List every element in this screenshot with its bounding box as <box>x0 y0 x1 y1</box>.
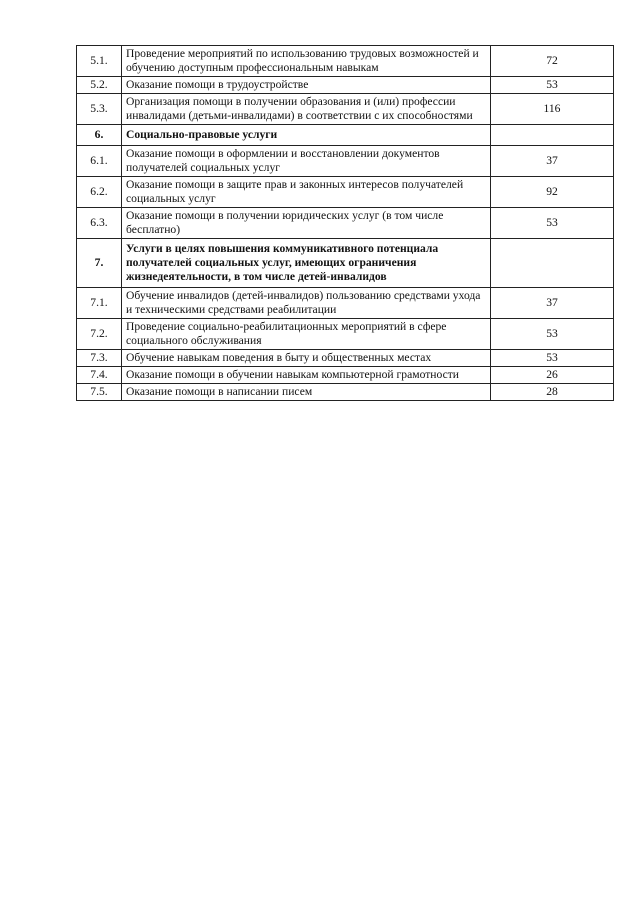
service-description-cell: Оказание помощи в получении юридических услуг (в том числе бесплатно) <box>122 208 491 239</box>
row-number-cell: 7.4. <box>77 367 122 384</box>
service-count-cell: 53 <box>491 208 614 239</box>
service-description-cell: Организация помощи в получении образования и (или) профессии инвалидами (детьми-инвалидами) в соответствии с их способностями <box>122 94 491 125</box>
service-row <box>77 319 614 350</box>
row-number-cell: 7.1. <box>77 288 122 319</box>
service-count-cell <box>491 125 614 146</box>
service-count-cell: 53 <box>491 350 614 367</box>
service-row <box>77 177 614 208</box>
service-count-cell: 72 <box>491 46 614 77</box>
service-description-cell: Проведение мероприятий по использованию трудовых возможностей и обучению доступным профессиональным навыкам <box>122 46 491 77</box>
service-row <box>77 94 614 125</box>
row-number-cell: 6.2. <box>77 177 122 208</box>
service-count-cell: 92 <box>491 177 614 208</box>
row-number-cell: 5.1. <box>77 46 122 77</box>
service-description-cell: Оказание помощи в написании писем <box>122 384 491 401</box>
section-title-cell: Социально-правовые услуги <box>122 125 491 146</box>
service-description-cell: Оказание помощи в обучении навыкам компьютерной грамотности <box>122 367 491 384</box>
row-number-cell: 7.3. <box>77 350 122 367</box>
service-row <box>77 350 614 367</box>
section-title-cell: Услуги в целях повышения коммуникативного потенциала получателей социальных услуг, имеющих ограничения жизнедеятельности, в том числе детей-инвалидов <box>122 239 491 288</box>
service-count-cell: 37 <box>491 146 614 177</box>
services-table-body <box>77 46 614 401</box>
service-count-cell: 28 <box>491 384 614 401</box>
row-number-cell: 5.2. <box>77 77 122 94</box>
row-number-cell: 5.3. <box>77 94 122 125</box>
service-row <box>77 77 614 94</box>
service-description-cell: Оказание помощи в защите прав и законных интересов получателей социальных услуг <box>122 177 491 208</box>
row-number-cell: 6. <box>77 125 122 146</box>
service-row <box>77 208 614 239</box>
row-number-cell: 7. <box>77 239 122 288</box>
row-number-cell: 7.2. <box>77 319 122 350</box>
section-header-row <box>77 125 614 146</box>
row-number-cell: 6.3. <box>77 208 122 239</box>
row-number-cell: 7.5. <box>77 384 122 401</box>
service-description-cell: Оказание помощи в оформлении и восстановлении документов получателей социальных услуг <box>122 146 491 177</box>
service-row <box>77 288 614 319</box>
service-description-cell: Обучение инвалидов (детей-инвалидов) пользованию средствами ухода и техническими средствами реабилитации <box>122 288 491 319</box>
service-row <box>77 384 614 401</box>
service-count-cell: 53 <box>491 319 614 350</box>
service-count-cell <box>491 239 614 288</box>
section-header-row <box>77 239 614 288</box>
service-description-cell: Оказание помощи в трудоустройстве <box>122 77 491 94</box>
row-number-cell: 6.1. <box>77 146 122 177</box>
service-count-cell: 116 <box>491 94 614 125</box>
services-table <box>76 45 614 401</box>
service-row <box>77 367 614 384</box>
service-description-cell: Проведение социально-реабилитационных мероприятий в сфере социального обслуживания <box>122 319 491 350</box>
service-count-cell: 37 <box>491 288 614 319</box>
service-row <box>77 146 614 177</box>
service-count-cell: 26 <box>491 367 614 384</box>
service-description-cell: Обучение навыкам поведения в быту и общественных местах <box>122 350 491 367</box>
service-count-cell: 53 <box>491 77 614 94</box>
service-row <box>77 46 614 77</box>
